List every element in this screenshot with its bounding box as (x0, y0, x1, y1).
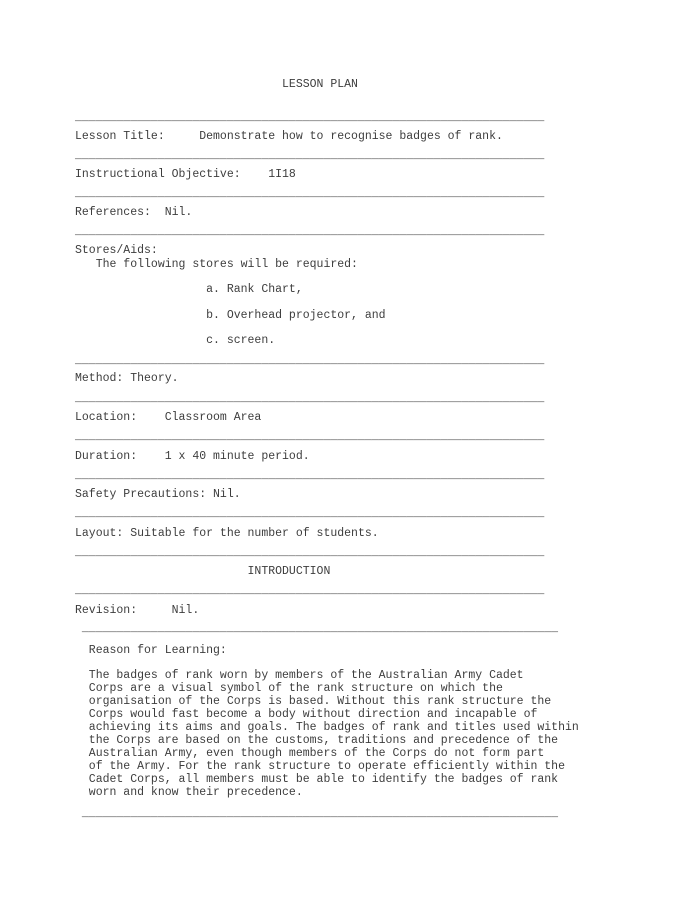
reason-paragraph-line: The badges of rank worn by members of the Australian Army Cadet (75, 669, 524, 682)
method-row: Method: Theory. (75, 372, 179, 385)
divider: ____________________________________________________________________ (75, 225, 545, 238)
lesson-title-row: Lesson Title: Demonstrate how to recognise badges of rank. (75, 130, 503, 143)
stores-aids-intro: The following stores will be required: (75, 258, 358, 271)
location-row: Location: Classroom Area (75, 411, 262, 424)
divider: ____________________________________________________________________ (75, 187, 545, 200)
divider: ____________________________________________________________________ (75, 149, 545, 162)
reason-paragraph-line: the Corps are based on the customs, traditions and precedence of the (75, 734, 559, 747)
stores-aids-heading: Stores/Aids: (75, 244, 158, 257)
layout-row: Layout: Suitable for the number of students. (75, 527, 379, 540)
stores-item-a: a. Rank Chart, (75, 283, 303, 296)
introduction-heading: INTRODUCTION (75, 565, 331, 578)
divider: ____________________________________________________________________ (75, 111, 545, 124)
stores-item-c: c. screen. (75, 334, 276, 347)
reason-paragraph-line: achieving its aims and goals. The badges of rank and titles used within (75, 721, 579, 734)
reason-paragraph-line: of the Army. For the rank structure to operate efficiently within the (75, 760, 565, 773)
objective-row: Instructional Objective: 1I18 (75, 168, 296, 181)
reason-paragraph-line: worn and know their precedence. (75, 786, 303, 799)
reason-paragraph-line: organisation of the Corps is based. Without this rank structure the (75, 695, 552, 708)
stores-item-b: b. Overhead projector, and (75, 309, 386, 322)
revision-row: Revision: Nil. (75, 604, 200, 617)
divider-indented: _____________________________________________________________________ (75, 622, 559, 635)
reason-paragraph-line: Cadet Corps, all members must be able to identify the badges of rank (75, 773, 559, 786)
reason-paragraph-line: Corps would fast become a body without direction and incapable of (75, 708, 538, 721)
divider: ____________________________________________________________________ (75, 507, 545, 520)
duration-row: Duration: 1 x 40 minute period. (75, 450, 310, 463)
references-row: References: Nil. (75, 206, 193, 219)
divider: ____________________________________________________________________ (75, 430, 545, 443)
divider: ____________________________________________________________________ (75, 469, 545, 482)
reason-paragraph-line: Corps are a visual symbol of the rank structure on which the (75, 682, 503, 695)
reason-paragraph-line: Australian Army, even though members of the Corps do not form part (75, 747, 545, 760)
divider: ____________________________________________________________________ (75, 392, 545, 405)
safety-precautions-row: Safety Precautions: Nil. (75, 488, 241, 501)
divider: ____________________________________________________________________ (75, 584, 545, 597)
divider: ____________________________________________________________________ (75, 546, 545, 559)
reason-for-learning-heading: Reason for Learning: (75, 644, 227, 657)
page-heading: LESSON PLAN (75, 78, 358, 91)
divider: ____________________________________________________________________ (75, 354, 545, 367)
divider-indented: _____________________________________________________________________ (75, 807, 559, 820)
